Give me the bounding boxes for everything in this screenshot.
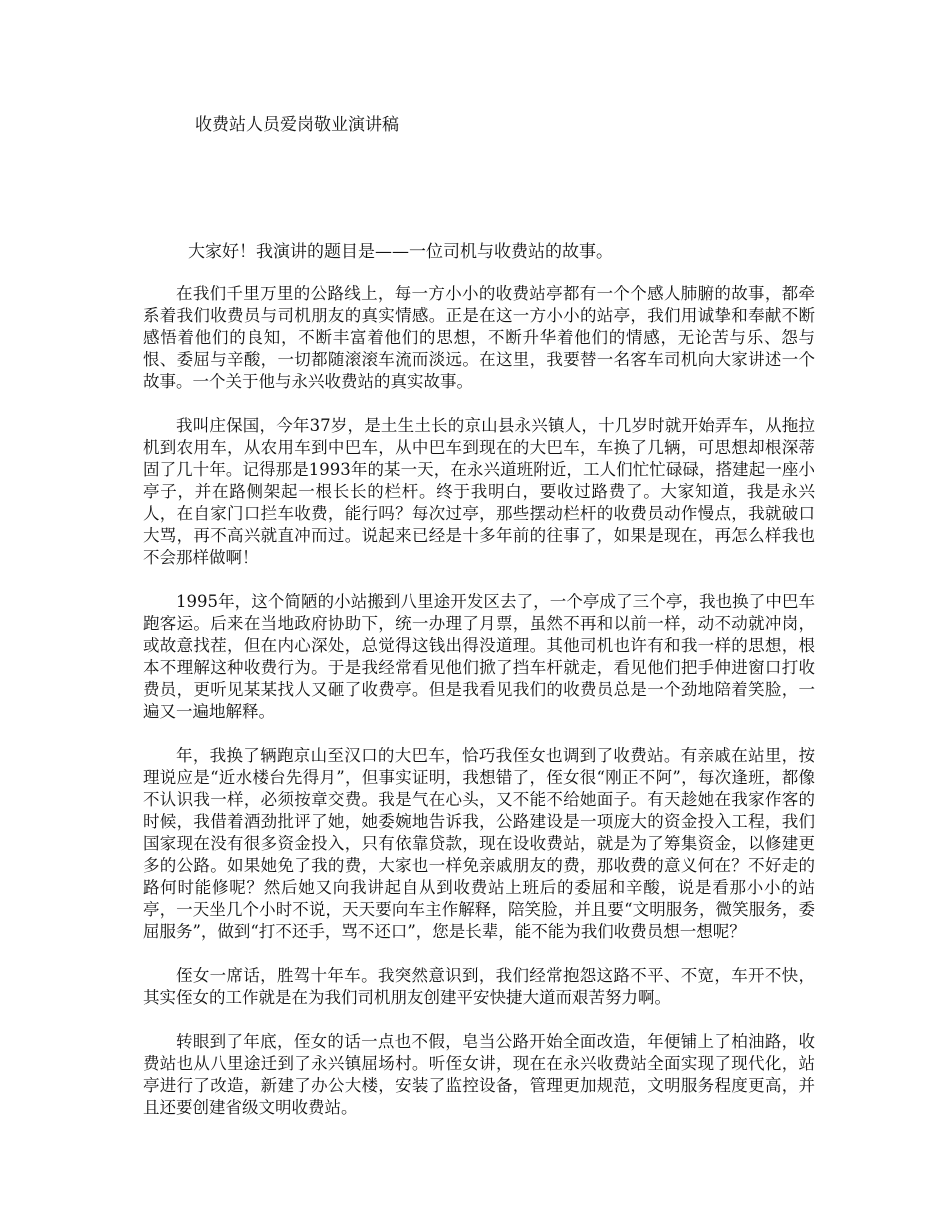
body-paragraph: 1995年，这个简陋的小站搬到八里途开发区去了，一个亭成了三个亭，我也换了中巴车跑客运。后来在当地政府协助下，统一办理了月票，虽然不再和以前一样，动不动就冲岗，或故意找茬，但在内心深处，总觉得这钱出得没道理。其他司机也许有和我一样的思想，根本不理解这种收费行为。于是我经常看见他们掀了挡车杆就走，看见他们把手伸进窗口打收费员，更听见某某找人又砸了收费亭。但是我看见我们的收费员总是一个劲地陪着笑脸，一遍又一遍地解释。 bbox=[143, 592, 815, 721]
body-paragraph: 我叫庄保国，今年37岁，是土生土长的京山县永兴镇人，十几岁时就开始弄车，从拖拉机到农用车，从农用车到中巴车，从中巴车到现在的大巴车，车换了几辆，可思想却根深蒂固了几十年。记得那是1993年的某一天，在永兴道班附近，工人们忙忙碌碌，搭建起一座小亭子，并在路侧架起一根长长的栏杆。终于我明白，要收过路费了。大家知道，我是永兴人，在自家门口拦车收费，能行吗？每次过亭，那些摆动栏杆的收费员动作慢点，我就破口大骂，再不高兴就直冲而过。说起来已经是十多年前的往事了，如果是现在，再怎么样我也不会那样做啊！ bbox=[143, 416, 815, 567]
body-paragraph: 侄女一席话，胜驾十年车。我突然意识到，我们经常抱怨这路不平、不宽，车开不快，其实侄女的工作就是在为我们司机朋友创建平安快捷大道而艰苦努力啊。 bbox=[143, 966, 815, 1007]
greeting-line: 大家好！我演讲的题目是——一位司机与收费站的故事。 bbox=[188, 242, 613, 262]
body-paragraph: 在我们千里万里的公路线上，每一方小小的收费站亭都有一个个感人肺腑的故事，都牵系着我们收费员与司机朋友的真实情感。正是在这一方小小的站亭，我们用诚挚和奉献不断感悟着他们的良知，不断丰富着他们的思想，不断升华着他们的情感，无论苦与乐、怨与恨、委屈与辛酸，一切都随滚滚车流而淡远。在这里，我要替一名客车司机向大家讲述一个故事。一个关于他与永兴收费站的真实故事。 bbox=[143, 284, 815, 391]
document-title: 收费站人员爱岗敬业演讲稿 bbox=[195, 115, 399, 135]
body-paragraph: 年，我换了辆跑京山至汉口的大巴车，恰巧我侄女也调到了收费站。有亲戚在站里，按理说应是“近水楼台先得月”，但事实证明，我想错了，侄女很“刚正不阿”，每次逢班，都像不认识我一样，必须按章交费。我是气在心头，又不能不给她面子。有天趁她在我家作客的时候，我借着酒劲批评了她，她委婉地告诉我，公路建设是一项庞大的资金投入工程，我们国家现在没有很多资金投入，只有依靠贷款，现在设收费站，就是为了筹集资金，以修建更多的公路。如果她免了我的费，大家也一样免亲戚朋友的费，那收费的意义何在？不好走的路何时能修呢？然后她又向我讲起自从到收费站上班后的委屈和辛酸，说是看那小小的站亭，一天坐几个小时不说，天天要向车主作解释，陪笑脸，并且要“文明服务，微笑服务，委屈服务”，做到“打不还手，骂不还口”，您是长辈，能不能为我们收费员想一想呢？ bbox=[143, 746, 815, 941]
body-paragraph: 转眼到了年底，侄女的话一点也不假，皂当公路开始全面改造，年便铺上了柏油路，收费站也从八里途迁到了永兴镇屈场村。听侄女讲，现在在永兴收费站全面实现了现代化，站亭进行了改造，新建了办公大楼，安装了监控设备，管理更加规范，文明服务程度更高，并且还要创建省级文明收费站。 bbox=[143, 1032, 815, 1117]
document-body bbox=[143, 283, 815, 1141]
